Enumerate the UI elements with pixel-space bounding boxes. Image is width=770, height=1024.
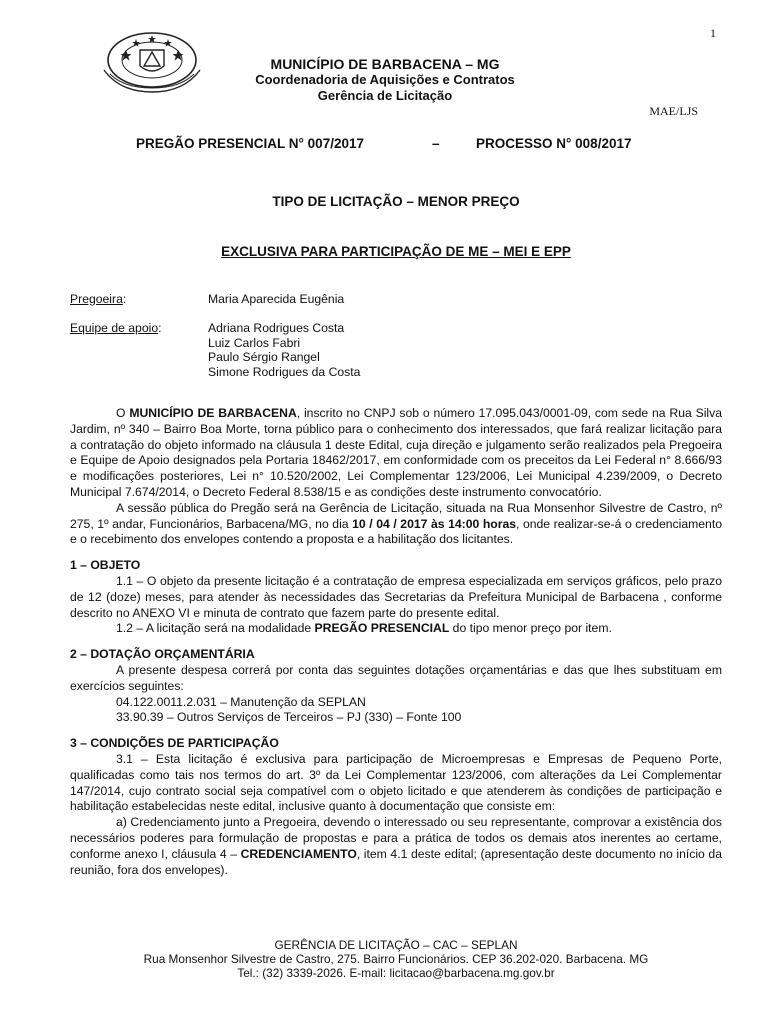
document-header	[0, 56, 770, 104]
processo-number: PROCESSO N° 008/2017	[476, 136, 632, 151]
equipe-member: Luiz Carlos Fabri	[208, 335, 301, 350]
pregao-line	[136, 136, 696, 151]
header-municipality: MUNICÍPIO DE BARBACENA – MG	[270, 56, 500, 72]
footer-address: Rua Monsenhor Silvestre de Castro, 275. Bairro Funcionários. CEP 36.202-020. Barbacena. MG	[143, 952, 649, 966]
pregao-dash: –	[432, 136, 440, 151]
equipe-member: Adriana Rodrigues Costa	[208, 321, 345, 335]
objeto-item-2: 1.2 – A licitação será na modalidade PREGÃO PRESENCIAL do tipo menor preço por item.	[116, 621, 612, 636]
session-paragraph: A sessão pública do Pregão será na Gerência de Licitação, situada na Rua Monsenhor Silvestre de Castro, nº 275, 1º andar, Funcionários, Barbacena/MG, no dia 10 / 04 / 2017 às 14:00 horas, onde realizar-se-á o credenciamento e o recebimento dos envelopes contendo a proposta e a habilitação dos licitantes.	[70, 500, 722, 547]
intro-paragraph: O MUNICÍPIO DE BARBACENA, inscrito no CNPJ sob o número 17.095.043/0001-09, com sede na Rua Silva Jardim, nº 340 – Bairro Boa Morte, torna público para o conhecimento dos interessados, que fará realizar licitação para a contratação do objeto informado na cláusula 1 deste Edital, cuja direção e julgamento serão realizados pela Pregoeira e Equipe de Apoio designados pela Portaria 18462/2017, em conformidade com os preceitos da Lei Federal n° 8.666/93 e modificações posteriores, Lei n° 10.520/2002, Lei Complementar 123/2006, Lei Municipal 4.239/2009, o Decreto Municipal 7.674/2014, o Decreto Federal 8.538/15 e as condições deste instrumento convocatório.	[70, 406, 722, 499]
page-footer	[0, 938, 770, 980]
pregao-number: PREGÃO PRESENCIAL N° 007/2017	[136, 136, 364, 151]
reference-code: MAE/LJS	[649, 104, 698, 118]
header-department: Gerência de Licitação	[317, 88, 453, 103]
tipo-licitacao: TIPO DE LICITAÇÃO – MENOR PREÇO	[272, 194, 520, 209]
pregoeira-name: Maria Aparecida Eugênia	[208, 292, 345, 306]
footer-department: GERÊNCIA DE LICITAÇÃO – CAC – SEPLAN	[274, 938, 518, 952]
dotacao-line: 33.90.39 – Outros Serviços de Terceiros – PJ (330) – Fonte 100	[116, 710, 462, 725]
footer-contact: Tel.: (32) 3339-2026. E-mail: licitacao@barbacena.mg.gov.br	[237, 966, 555, 980]
page-number: 1	[710, 26, 716, 40]
dotacao-line: 04.122.0011.2.031 – Manutenção da SEPLAN	[116, 694, 366, 709]
section-objeto-title: 1 – OBJETO	[70, 558, 141, 573]
pregoeira-label: Pregoeira:	[70, 292, 127, 306]
condicoes-item-a: a) Credenciamento junto a Pregoeira, devendo o interessado ou seu representante, comprovar a existência dos necessários poderes para formulação de propostas e para a prática de todos os demais atos inerentes ao certame, conforme anexo I, cláusula 4 – CREDENCIAMENTO, item 4.1 deste edital; (apresentação deste documento no início da reunião, fora dos envelopes).	[70, 815, 722, 877]
equipe-label: Equipe de apoio:	[70, 321, 162, 335]
document-body	[70, 406, 722, 878]
dotacao-paragraph: A presente despesa correrá por conta das seguintes dotações orçamentárias e das que lhes substituam em exercícios seguintes:	[70, 662, 722, 693]
equipe-member: Simone Rodrigues da Costa	[208, 364, 361, 379]
equipe-member: Paulo Sérgio Rangel	[208, 350, 320, 364]
section-dotacao-title: 2 – DOTAÇÃO ORÇAMENTÁRIA	[70, 647, 255, 662]
section-condicoes-title: 3 – CONDIÇÕES DE PARTICIPAÇÃO	[70, 736, 279, 751]
exclusiva-title: EXCLUSIVA PARA PARTICIPAÇÃO DE ME – MEI E EPP	[221, 244, 571, 259]
condicoes-item-1: 3.1 – Esta licitação é exclusiva para participação de Microempresas e Empresas de Pequeno Porte, qualificadas como tais nos termos do art. 3º da Lei Complementar 123/2006, com alterações da Lei Complementar 147/2014, cujo contrato social seja compatível com o objeto licitado e que atenderem às condições de participação e habilitação estabelecidas neste edital, inclusive quanto à documentação que consiste em:	[70, 751, 722, 814]
objeto-item-1: 1.1 – O objeto da presente licitação é a contratação de empresa especializada em serviços gráficos, pelo prazo de 12 (doze) meses, para atender às necessidades das Secretarias da Prefeitura Municipal de Barbacena , conforme descrito no ANEXO VI e minuta de contrato que fazem parte do presente edital.	[70, 573, 722, 620]
header-coordination: Coordenadoria de Aquisições e Contratos	[255, 72, 515, 87]
equipe-members	[208, 321, 360, 379]
